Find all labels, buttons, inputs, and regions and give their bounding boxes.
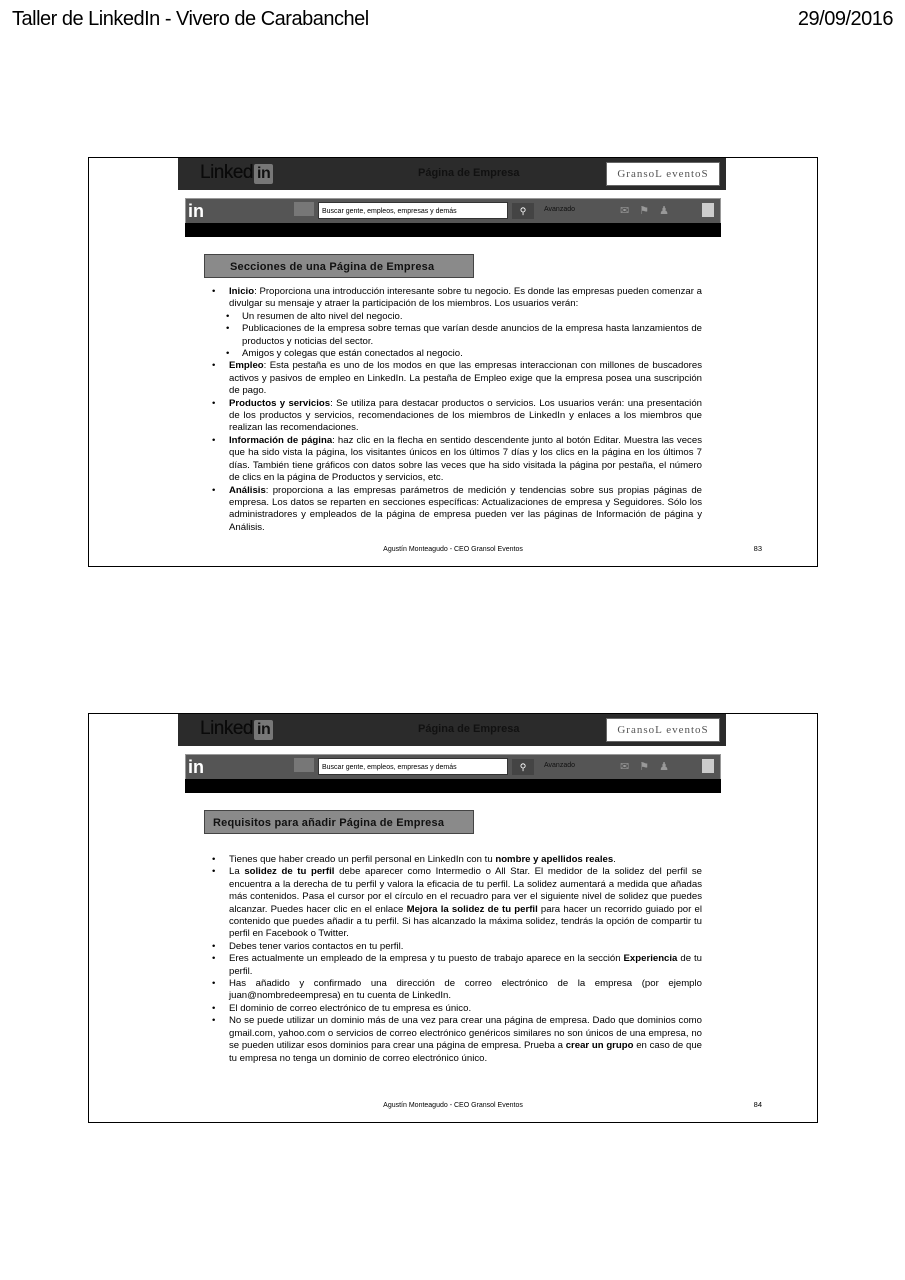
item-text: El dominio de correo electrónico de tu empresa es único. — [229, 1002, 472, 1014]
magnifier-icon: ⚲ — [512, 203, 534, 219]
item-text: : Proporciona una introducción interesante sobre tu negocio. Es donde las empresas pueden comenzar a divulgar su mensaje y atraer la participación de los miembros. Los usuarios verán: — [229, 286, 702, 310]
linkedin-logo: Linked in — [200, 162, 273, 184]
nav-strip — [185, 779, 721, 793]
slide-footer: Agustín Monteagudo - CEO Gransol Eventos — [383, 546, 523, 553]
section-title: Secciones de una Página de Empresa — [204, 254, 474, 278]
bold-term: Mejora la solidez de tu perfil — [406, 903, 538, 915]
slide-top-bar — [178, 158, 726, 190]
bold-term: Experiencia — [623, 953, 678, 965]
slide-top-bar — [178, 714, 726, 746]
item-text: : Esta pestaña es uno de los modos en que las empresas interaccionan con millones de buscadores activos y pasivos de empleo en LinkedIn. La pestaña de Empleo exige que la empresa posea una suscripción de pago. — [229, 360, 702, 397]
slide-footer: Agustín Monteagudo - CEO Gransol Eventos — [383, 1102, 523, 1109]
gransol-logo: GransoL eventoS — [606, 718, 720, 742]
list-item — [209, 941, 702, 953]
bold-term: Empleo — [229, 360, 264, 372]
item-text: Has añadido y confirmado una dirección de correo electrónico de la empresa (por ejemplo juan@nombredeempresa) en tu cuenta de LinkedIn. — [229, 978, 702, 1002]
item-text: La — [229, 866, 245, 878]
list-item — [209, 1003, 702, 1015]
item-text: Tienes que haber creado un perfil personal en LinkedIn con tu — [229, 854, 496, 865]
bold-term: Análisis — [229, 484, 266, 496]
sub-list-item — [209, 323, 702, 348]
linkedin-search-bar — [185, 754, 721, 780]
item-text: debe aparecer como Intermedio o All Star. El medidor de la solidez del perfil se encuentra a la derecha de tu perfil y valora la eficacia de tu perfil. La solidez aumentará a medida que añadas más contenidos. Pasa el cursor por el círculo en el recuadro para ver el siguiente nivel de solidez que puedes alcanzar. Puedes hacer clic en el enlace — [229, 866, 702, 915]
mail-icon: ✉ — [620, 761, 640, 773]
item-text: : haz clic en la flecha en sentido descendente junto al botón Editar. Muestra las veces que ha sido vista la página, los visitantes únicos en los últimos 7 días y los clics en la página en los últimos 7 días. También tiene gráficos con datos sobre las veces que ha sido visitada la página por pestaña, el número de clics en la página de Productos y servicios, etc. — [229, 434, 702, 484]
sub-list-item — [209, 348, 702, 360]
list-item — [209, 398, 702, 435]
add-contact-icon: ♟ — [659, 761, 679, 773]
nav-icons — [620, 204, 679, 217]
item-text: Un resumen de alto nivel del negocio. — [242, 310, 403, 322]
bold-term: Productos y servicios — [229, 397, 331, 409]
document-title: Taller de LinkedIn - Vivero de Carabanchel — [12, 8, 369, 30]
bar-title: Página de Empresa — [418, 167, 520, 179]
profile-icon — [702, 759, 714, 773]
item-text: No se puede utilizar un dominio más de una vez para crear una página de empresa. Dado que dominios como gmail.com, yahoo.com o servicios de correo electrónico genéricos similares no son únicos de una empresa, no se pueden utilizar esos dominios para crear una página de empresa. Prueba a — [229, 1015, 702, 1052]
profile-icon — [702, 203, 714, 217]
page-number: 84 — [753, 1100, 762, 1109]
gransol-logo: GransoL eventoS — [606, 162, 720, 186]
document-date: 29/09/2016 — [797, 8, 893, 30]
page-header — [12, 8, 893, 34]
add-contact-icon: ♟ — [659, 205, 679, 217]
flag-icon: ⚑ — [639, 205, 660, 217]
menu-icon — [294, 758, 314, 772]
bold-term: Información de página — [229, 434, 333, 446]
linkedin-logo: Linked in — [200, 718, 273, 740]
list-item — [209, 435, 702, 485]
page-number: 83 — [753, 544, 762, 553]
bar-title: Página de Empresa — [418, 723, 520, 735]
bullet-list — [209, 286, 702, 534]
bold-term: nombre y apellidos reales — [495, 854, 614, 865]
list-item — [209, 286, 702, 311]
search-input: Buscar gente, empleos, empresas y demás — [318, 202, 508, 219]
slide-84 — [88, 713, 818, 1123]
search-input: Buscar gente, empleos, empresas y demás — [318, 758, 508, 775]
linkedin-search-bar — [185, 198, 721, 224]
bold-term: Inicio — [229, 286, 255, 297]
item-text: . — [613, 854, 616, 865]
list-item — [209, 360, 702, 397]
list-item — [209, 978, 702, 1003]
item-text: Eres actualmente un empleado de la empresa y tu puesto de trabajo aparece en la sección — [229, 953, 624, 965]
nav-icons — [620, 760, 679, 773]
advanced-link: Avanzado — [544, 206, 576, 213]
mail-icon: ✉ — [620, 205, 640, 217]
list-item — [209, 1015, 702, 1065]
bullet-list — [209, 854, 702, 1065]
list-item — [209, 854, 702, 866]
magnifier-icon: ⚲ — [512, 759, 534, 775]
advanced-link: Avanzado — [544, 762, 576, 769]
item-text: : proporciona a las empresas parámetros de medición y tendencias sobre sus propias páginas de empresa. Los datos se reparten en secciones específicas: Actualizaciones de empresa y Seguidores. Sólo los administradores y empleados de la página de empresa pueden ver las páginas de Información de página y Análisis. — [229, 484, 702, 533]
slide-83 — [88, 157, 818, 567]
bold-term: crear un grupo — [565, 1040, 634, 1052]
list-item — [209, 866, 702, 940]
item-text: en caso de que tu empresa no tenga un dominio de correo electrónico único. — [229, 1040, 702, 1064]
list-item — [209, 953, 702, 978]
nav-strip — [185, 223, 721, 237]
bold-term: solidez de tu perfil — [244, 866, 335, 878]
item-text: : Se utiliza para destacar productos o servicios. Los usuarios verán: una presentación de los productos y servicios, recomendaciones de los miembros de LinkedIn y enlaces a los miembros que realizan las recomendaciones. — [229, 397, 702, 434]
item-text: Debes tener varios contactos en tu perfil. — [229, 940, 404, 952]
sub-list-item — [209, 311, 702, 323]
item-text: Publicaciones de la empresa sobre temas que varían desde anuncios de la empresa hasta lanzamientos de productos y noticias del sector. — [242, 323, 702, 347]
section-title: Requisitos para añadir Página de Empresa — [204, 810, 474, 834]
flag-icon: ⚑ — [639, 761, 660, 773]
item-text: Amigos y colegas que están conectados al negocio. — [242, 348, 463, 360]
in-logo-icon: in — [188, 757, 204, 777]
menu-icon — [294, 202, 314, 216]
item-text: para hacer un recorrido guiado por el contenido que puedes añadir a tu perfil. Si has alcanzado la máxima solidez, tendrás la opción de compartir tu perfil en Facebook o Twitter. — [229, 903, 702, 940]
list-item — [209, 485, 702, 535]
in-logo-icon: in — [188, 201, 204, 221]
item-text: de tu perfil. — [229, 953, 702, 977]
